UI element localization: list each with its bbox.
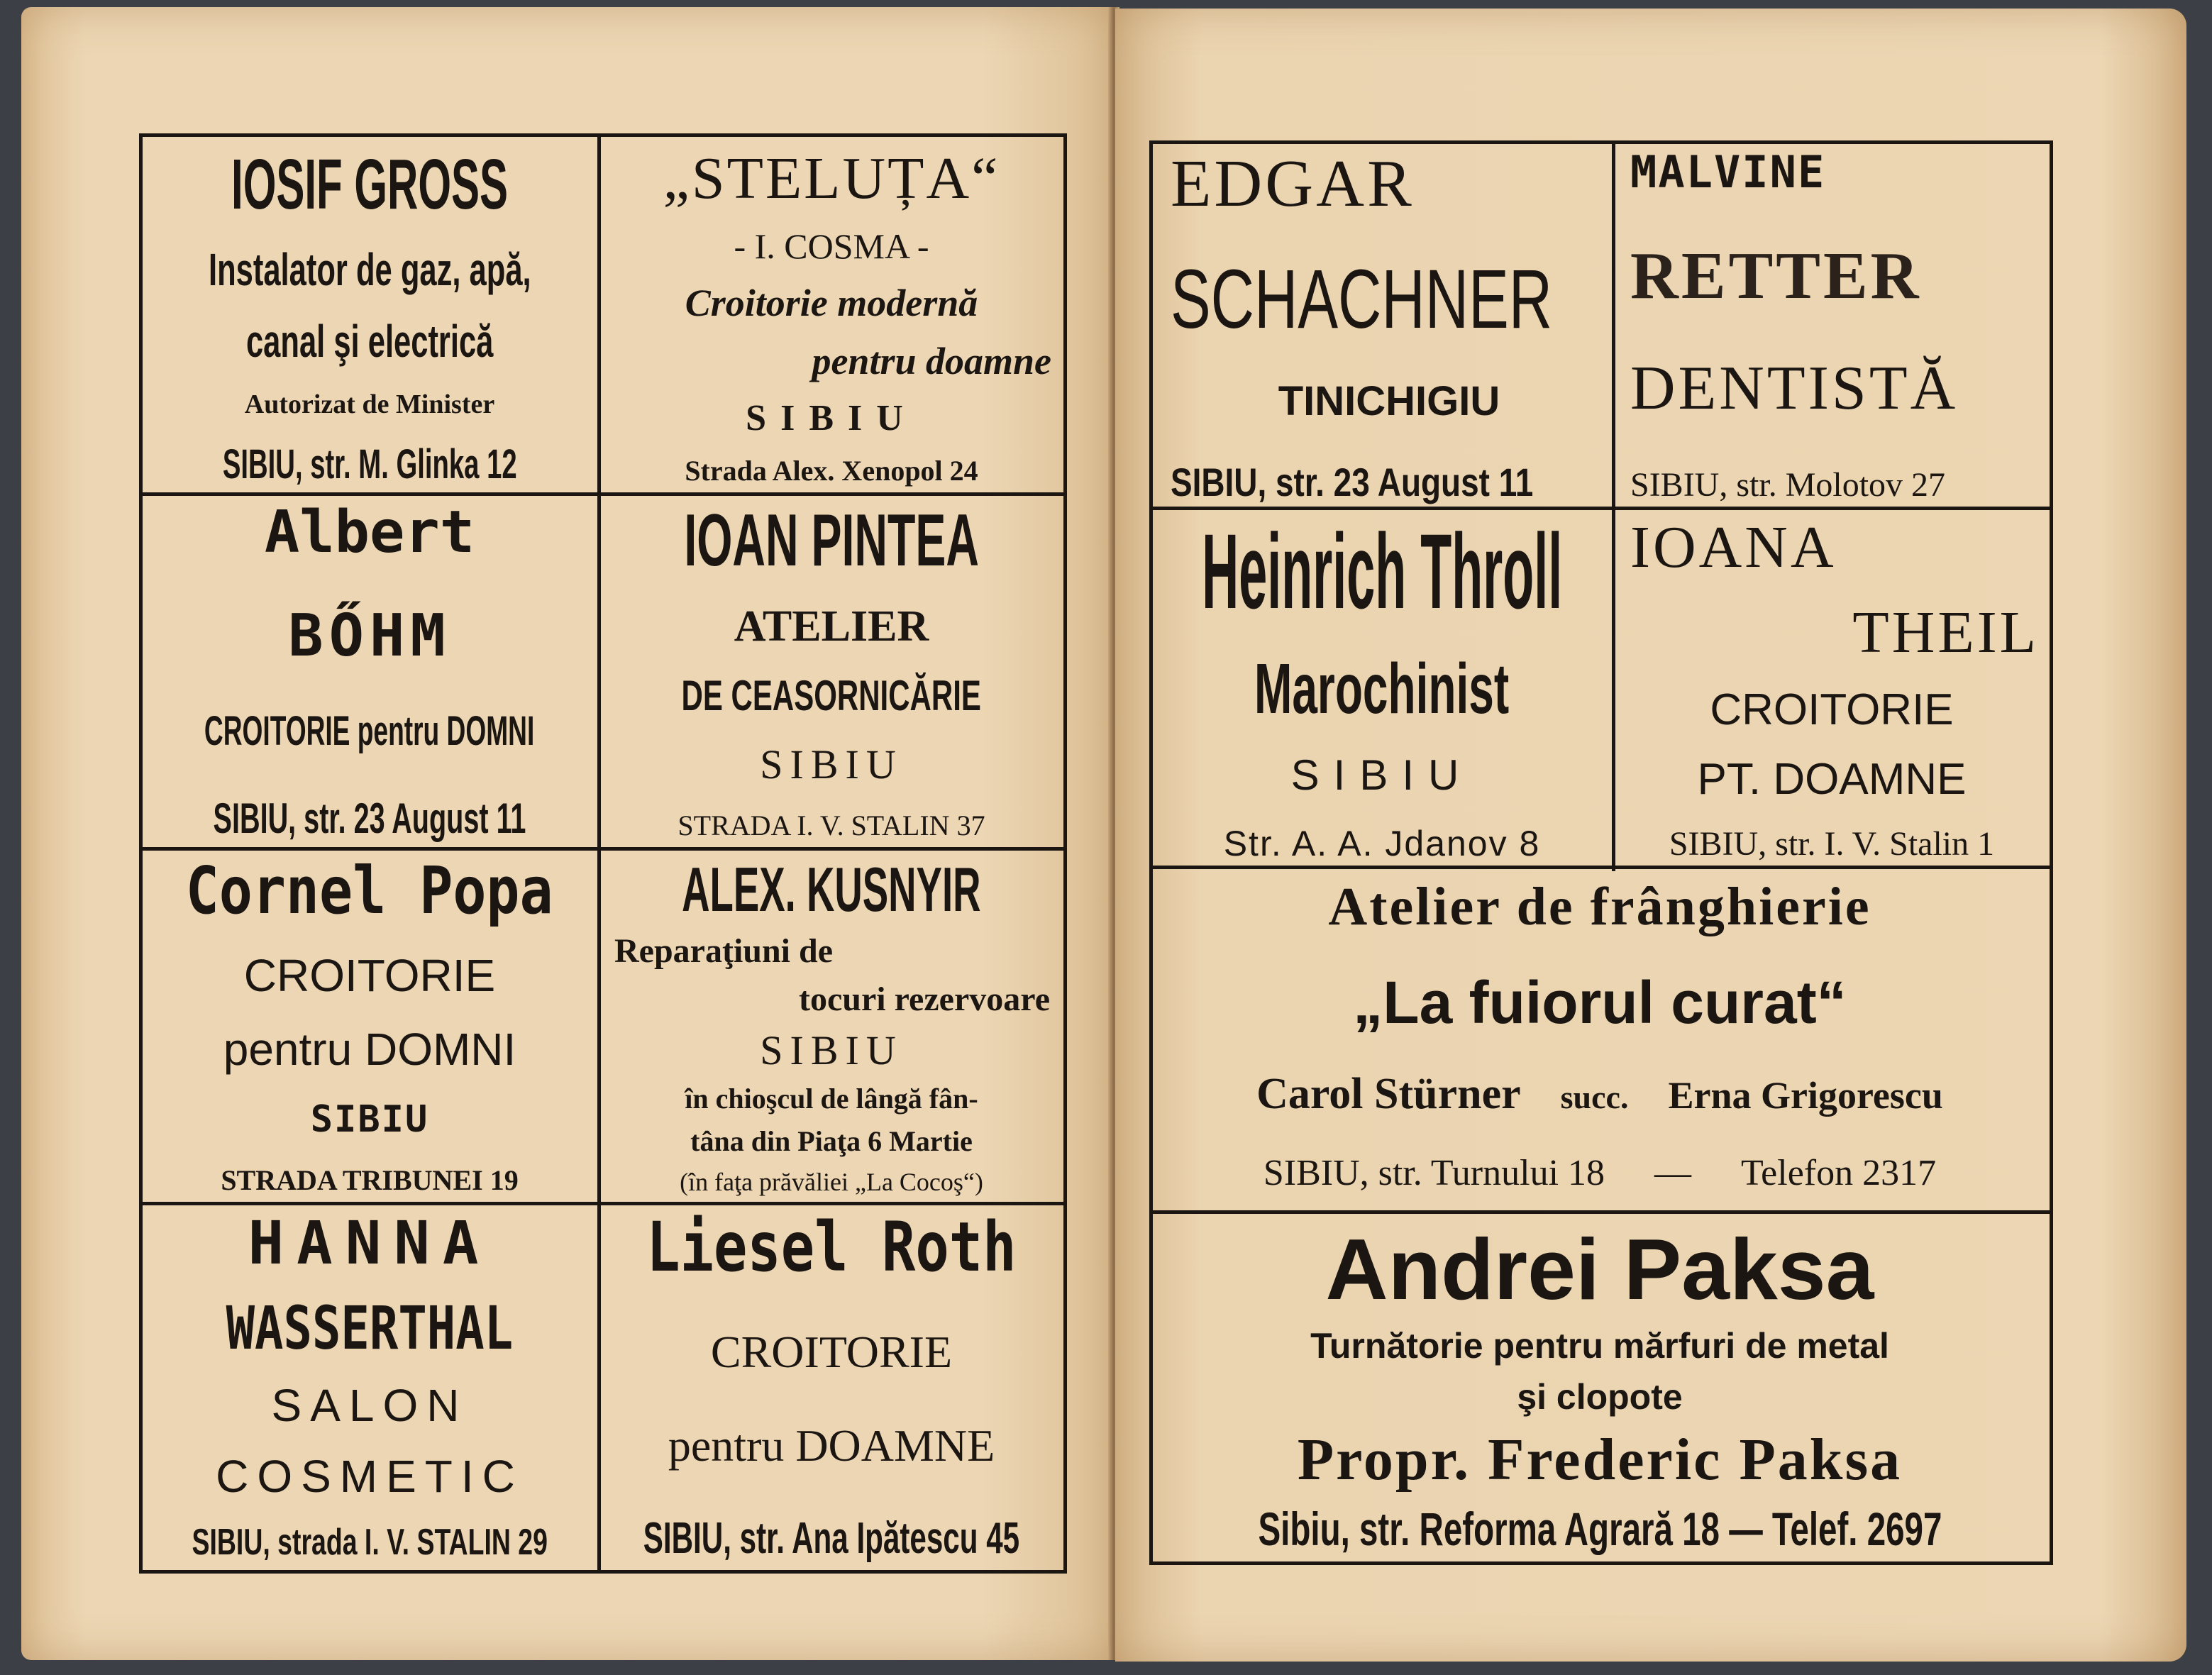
right-page xyxy=(1115,9,2186,1662)
ad-text: DENTISTĂ xyxy=(1630,354,1959,423)
ad-edgar-schachner xyxy=(1156,147,1608,504)
ad-steluta xyxy=(604,145,1058,487)
ad-owner: Carol Stürner xyxy=(1256,1069,1521,1118)
ad-city: SIBIU xyxy=(760,741,903,787)
ad-text: pentru DOAMNE xyxy=(668,1420,995,1471)
ad-text: Marochinist xyxy=(1254,649,1510,729)
ad-text: Atelier de frânghierie xyxy=(1328,877,1871,936)
ad-address: SIBIU, strada I. V. STALIN 29 xyxy=(192,1522,548,1563)
ad-title: MALVINE xyxy=(1630,146,1826,198)
ad-text: ATELIER xyxy=(734,602,929,651)
ad-city: SIBIU xyxy=(310,1098,429,1141)
ad-albert-bohm xyxy=(146,499,593,842)
ad-text: pentru doamne xyxy=(812,340,1051,382)
ad-text: TINICHIGIU xyxy=(1278,378,1500,425)
ad-address: SIBIU, str. Molotov 27 xyxy=(1630,466,1946,504)
ad-city: SIBIU xyxy=(1290,751,1473,799)
ad-heinrich-throll xyxy=(1156,512,1608,863)
ad-title: WASSERTHAL xyxy=(226,1293,514,1363)
right-grid-divider xyxy=(1149,507,2053,510)
ad-owner-row xyxy=(1256,1069,1943,1118)
ad-title: HANNA xyxy=(248,1208,492,1278)
ad-text: tâna din Piaţa 6 Martie xyxy=(690,1124,973,1157)
ad-text: şi clopote xyxy=(1517,1377,1683,1417)
ad-text: Croitorie modernă xyxy=(685,282,978,324)
right-grid-divider xyxy=(1149,1210,2053,1214)
ad-text: CROITORIE xyxy=(1710,685,1954,734)
ad-address: Sibiu, str. Reforma Agrară 18 — Telef. 2697 xyxy=(1258,1503,1942,1555)
ad-title: SCHACHNER xyxy=(1171,252,1553,346)
ad-title: EDGAR xyxy=(1171,147,1415,221)
ad-cornel-popa xyxy=(146,853,593,1196)
ad-text: SALON xyxy=(271,1380,468,1431)
right-grid-divider xyxy=(1612,509,1615,871)
ad-title: IOSIF GROSS xyxy=(231,145,509,224)
ad-address: SIBIU, str. 23 August 11 xyxy=(1171,459,1534,504)
right-grid-divider xyxy=(1149,866,2053,869)
ad-text: COSMETIC xyxy=(216,1450,524,1502)
ad-text: (în faţa prăvăliei „La Cocoş“) xyxy=(680,1167,983,1196)
left-page xyxy=(21,7,1114,1660)
ad-title: ALEX. KUSNYIR xyxy=(682,854,981,924)
ad-address: STRADA TRIBUNEI 19 xyxy=(221,1164,519,1196)
ad-address: SIBIU, str. M. Glinka 12 xyxy=(222,441,517,487)
ad-andrei-paksa xyxy=(1156,1221,2043,1555)
ad-ioana-theil xyxy=(1620,514,2043,863)
ad-text: CROITORIE xyxy=(710,1327,953,1377)
ad-title: BŐHM xyxy=(288,602,451,670)
ad-owner: Propr. Frederic Paksa xyxy=(1297,1427,1903,1493)
ad-title: IOAN PINTEA xyxy=(684,499,979,582)
ad-title: RETTER xyxy=(1630,239,1922,313)
ad-title: Liesel Roth xyxy=(646,1207,1017,1287)
ad-title: Andrei Paksa xyxy=(1325,1221,1874,1317)
ad-city: SIBIU xyxy=(746,398,917,438)
ad-ioan-pintea xyxy=(604,499,1058,841)
ad-title: THEIL xyxy=(1852,599,2039,665)
ad-address: SIBIU, str. Turnului 18 xyxy=(1263,1152,1605,1193)
ad-address: STRADA I. V. STALIN 37 xyxy=(678,809,985,841)
ad-text: PT. DOAMNE xyxy=(1697,755,1967,804)
ad-text: DE CEASORNICĂRIE xyxy=(681,672,982,719)
ad-title: „La fuiorul curat“ xyxy=(1353,969,1847,1036)
ad-text: Autorizat de Minister xyxy=(244,389,495,419)
ad-text: Turnătorie pentru mărfuri de metal xyxy=(1310,1326,1889,1366)
ad-address: SIBIU, str. 23 August 11 xyxy=(213,795,526,842)
ad-title: Heinrich Throll xyxy=(1201,512,1563,631)
ad-malvine-retter xyxy=(1620,146,2043,504)
ad-address: SIBIU, str. Ana Ipătescu 45 xyxy=(643,1514,1020,1563)
ad-text: — xyxy=(1654,1152,1692,1193)
ad-city: SIBIU xyxy=(760,1027,903,1073)
ad-title: Cornel Popa xyxy=(186,853,553,929)
ad-address: Strada Alex. Xenopol 24 xyxy=(685,455,978,487)
left-grid-divider xyxy=(597,133,601,1574)
ad-title: „STELUȚA“ xyxy=(663,145,1000,211)
ad-text: Reparaţiuni de xyxy=(614,932,834,971)
ad-text: tocuri rezervoare xyxy=(798,980,1050,1018)
ad-text: pentru DOMNI xyxy=(223,1024,516,1075)
right-grid-divider xyxy=(1612,140,1615,514)
ad-hanna-wasserthal xyxy=(146,1208,593,1563)
ad-liesel-roth xyxy=(604,1207,1058,1563)
ad-text: CROITORIE xyxy=(243,949,496,1001)
ad-text: succ. xyxy=(1560,1078,1629,1115)
ad-address-row xyxy=(1263,1152,1937,1193)
ad-title: Albert xyxy=(264,499,475,566)
ad-la-fuiorul-curat xyxy=(1156,877,2043,1193)
ad-phone: Telefon 2317 xyxy=(1741,1152,1937,1193)
ad-text: canal şi electrică xyxy=(245,316,494,367)
ad-text: - I. COSMA - xyxy=(734,226,929,266)
ad-text: CROITORIE pentru DOMNI xyxy=(204,708,535,754)
ad-title: IOANA xyxy=(1630,514,1837,580)
ad-address: SIBIU, str. I. V. Stalin 1 xyxy=(1669,825,1995,863)
ad-successor: Erna Grigorescu xyxy=(1668,1073,1943,1117)
left-grid-divider xyxy=(139,492,1067,496)
ad-iosif-gross xyxy=(146,145,593,487)
ad-alex-kusnyir xyxy=(604,854,1058,1196)
ad-text: în chioşcul de lângă fân- xyxy=(685,1083,978,1115)
ad-address: Str. A. A. Jdanov 8 xyxy=(1223,823,1541,863)
left-grid-divider xyxy=(139,847,1067,851)
ad-text: Instalator de gaz, apă, xyxy=(208,243,531,295)
left-grid-divider xyxy=(139,1202,1067,1205)
